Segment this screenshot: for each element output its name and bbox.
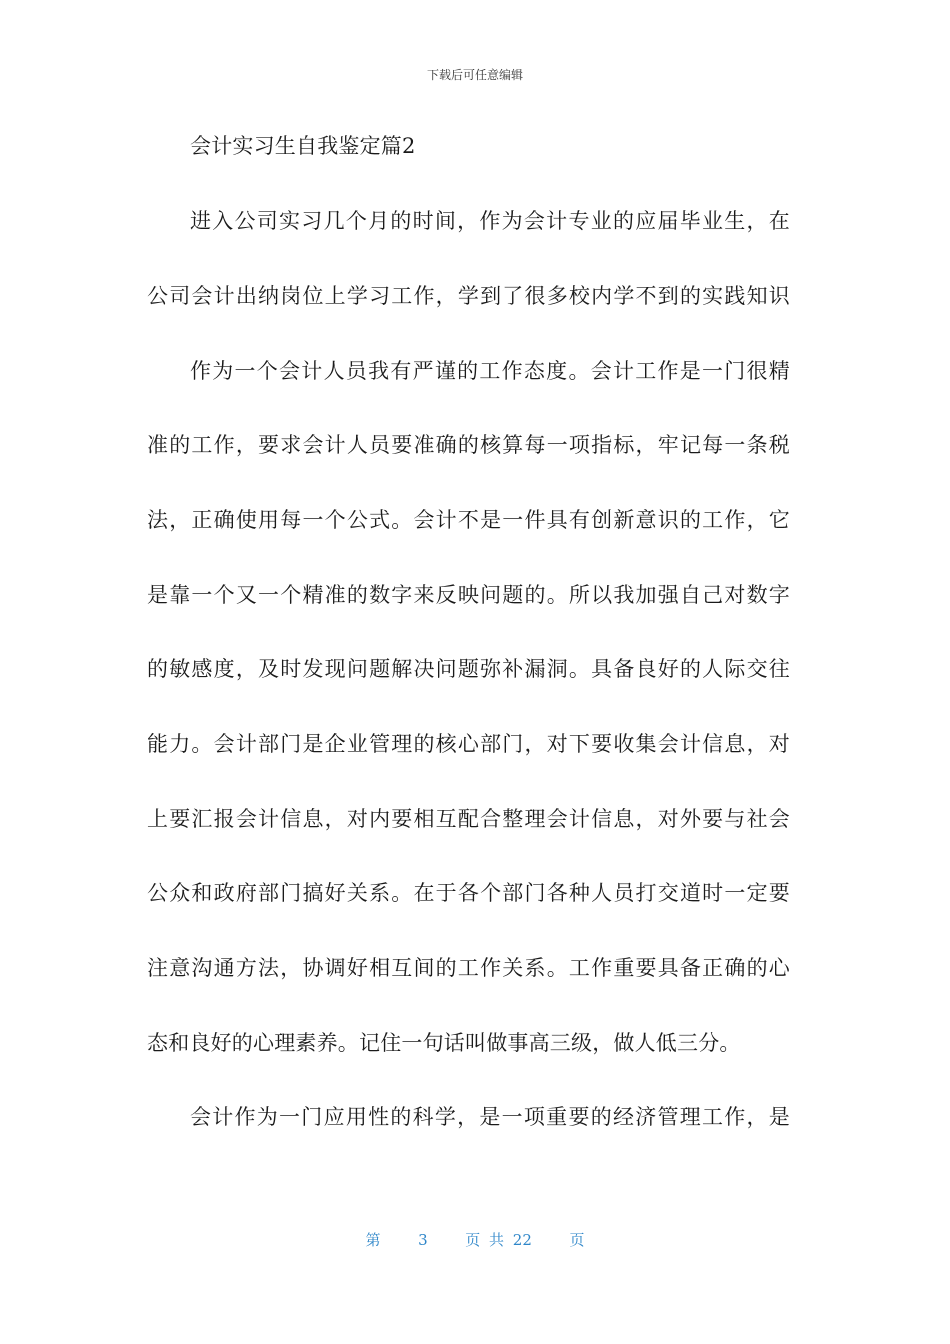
total-pages-number: 22 [512, 1231, 532, 1249]
body-line-11: 注意沟通方法，协调好相互间的工作关系。工作重要具备正确的心 [147, 956, 790, 980]
body-line-5: 法，正确使用每一个公式。会计不是一件具有创新意识的工作，它 [147, 508, 790, 532]
body-line-3: 作为一个会计人员我有严谨的工作态度。会计工作是一门很精 [190, 359, 790, 383]
body-line-4: 准的工作，要求会计人员要准确的核算每一项指标，牢记每一条税 [147, 433, 790, 457]
current-page-number: 3 [418, 1231, 428, 1249]
footer-suffix: 页 [569, 1231, 585, 1249]
header-note: 下载后可任意编辑 [426, 68, 523, 82]
body-line-10: 公众和政府部门搞好关系。在于各个部门各种人员打交道时一定要 [147, 881, 790, 905]
body-line-7: 的敏感度，及时发现问题解决问题弥补漏洞。具备良好的人际交往 [147, 657, 790, 681]
body-line-8: 能力。会计部门是企业管理的核心部门，对下要收集会计信息，对 [147, 732, 790, 756]
body-line-13: 会计作为一门应用性的科学，是一项重要的经济管理工作，是 [190, 1105, 790, 1129]
footer-middle: 页 共 [465, 1231, 504, 1249]
body-line-6: 是靠一个又一个精准的数字来反映问题的。所以我加强自己对数字 [147, 583, 790, 607]
section-heading: 会计实习生自我鉴定篇2 [190, 134, 416, 158]
body-line-2: 公司会计出纳岗位上学习工作，学到了很多校内学不到的实践知识 [147, 284, 790, 308]
page-footer [0, 1229, 950, 1250]
body-line-9: 上要汇报会计信息，对内要相互配合整理会计信息，对外要与社会 [147, 807, 790, 831]
body-line-12: 态和良好的心理素养。记住一句话叫做事高三级，做人低三分。 [147, 1031, 741, 1055]
footer-prefix: 第 [365, 1231, 381, 1249]
body-line-1: 进入公司实习几个月的时间，作为会计专业的应届毕业生，在 [190, 209, 790, 233]
